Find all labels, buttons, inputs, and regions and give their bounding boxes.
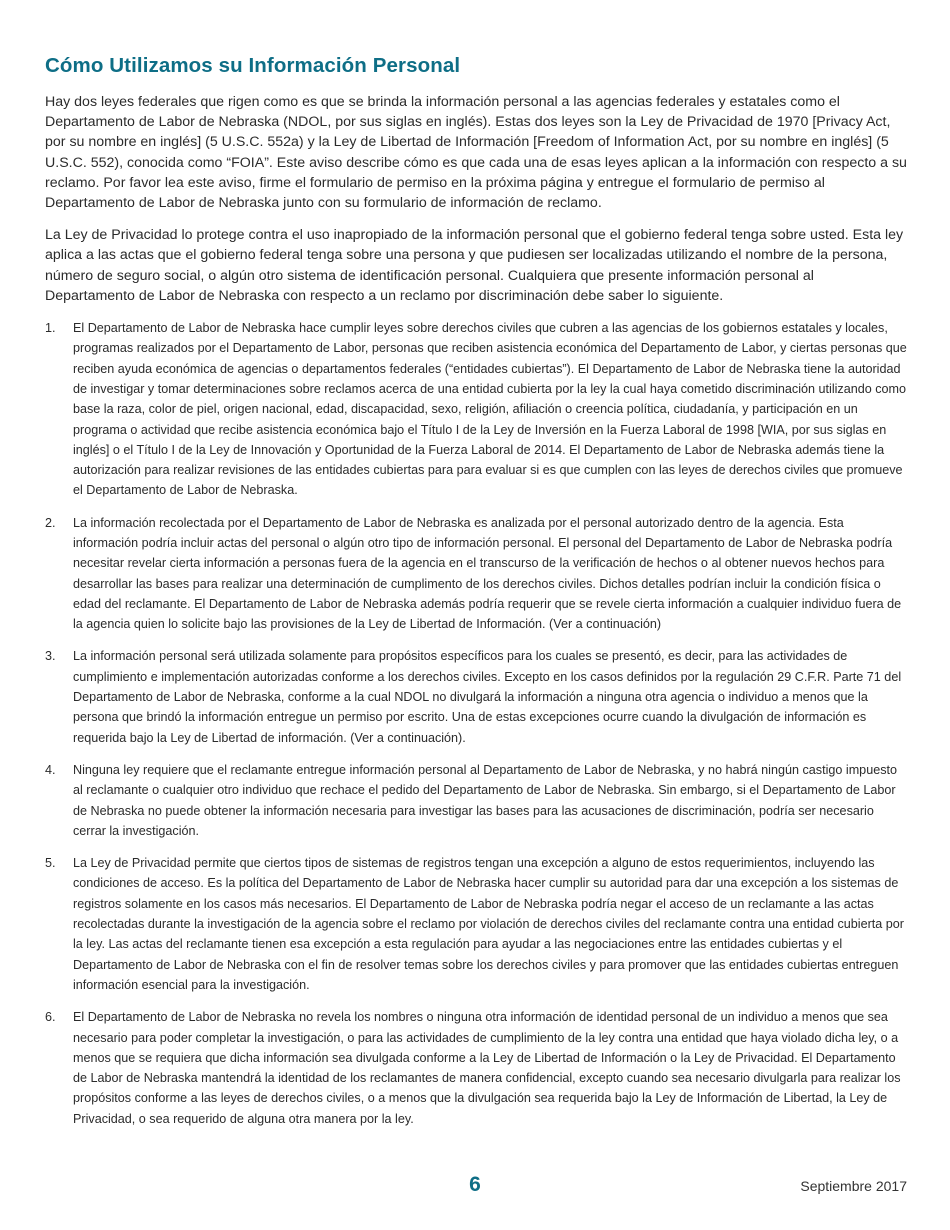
list-item	[45, 318, 907, 501]
page-content	[45, 54, 907, 1141]
item-text: La información personal será utilizada solamente para propósitos específicos para los cuales se presentó, es decir, para las actividades de cumplimiento e implementación autorizadas conforme a los derechos civiles. Excepto en los casos definidos por la regulación 29 C.F.R. Parte 71 del Departamento de Labor de Nebraska, conforme a la cual NDOL no divulgará la información a ninguna otra agencia o individuo a menos que la persona que brindó la información entregue un permiso por escrito. Una de estas excepciones ocurre cuando la divulgación de información es requerida bajo la Ley de Libertad de información. (Ver a continuación).	[73, 649, 902, 745]
item-number: 4.	[45, 762, 56, 777]
item-number: 2.	[45, 515, 56, 530]
list-item	[45, 646, 907, 747]
item-text: Ninguna ley requiere que el reclamante entregue información personal al Departamento de Labor de Nebraska, y no habrá ningún castigo impuesto al reclamante o cualquier otro individuo que rechace el pedido del Departamento de Labor de Nebraska. Sin embargo, si el Departamento de Labor de Nebraska no puede obtener la información necesaria para investigar las bases para las acusaciones de discriminación, podría ser necesario cerrar la investigación.	[73, 762, 897, 838]
item-number: 5.	[45, 856, 56, 871]
footer-date: Septiembre 2017	[800, 1178, 907, 1194]
list-item	[45, 853, 907, 995]
page-title: Cómo Utilizamos su Información Personal	[45, 54, 461, 77]
list-item	[45, 760, 907, 841]
item-number: 6.	[45, 1010, 56, 1025]
list-item	[45, 513, 907, 635]
item-text: El Departamento de Labor de Nebraska hace cumplir leyes sobre derechos civiles que cubren a las agencias de los gobiernos estatales y locales, programas realizados por el Departamento de Labor, personas que reciben asistencia económica del Departamento de Labor, y ciertas personas que reciben ayuda económica de agencias o departamentos federales (“entidades cubiertas”). El Departamento de Labor de Nebraska tiene la autoridad de investigar y tomar determinaciones sobre reclamos acerca de una entidad cubierta por la ley la cual haya cometido discriminación utilizando como base la raza, color de piel, origen nacional, edad, discapacidad, sexo, religión, afiliación o creencia política, ciudadanía, y participación en un programa o actividad que recibe asistencia económica bajo el Título I de la Ley de Inversión en la Fuerza Laboral de 1998 [WIA, por sus siglas en inglés] o el Título I de la Ley de Innovación y Oportunidad de la Fuerza Laboral de 2014. El Departamento de Labor de Nebraska además tiene la autorización para realizar revisiones de las entidades cubiertas para para evaluar si es que cumplen con las leyes de derechos civiles que promueve el Departamento de Labor de Nebraska.	[73, 321, 907, 498]
item-text: La información recolectada por el Departamento de Labor de Nebraska es analizada por el personal autorizado dentro de la agencia. Esta información podría incluir actas del personal o algún otro tipo de información personal. El personal del Departamento de Labor de Nebraska podría necesitar revelar cierta información a personas fuera de la agencia en el transcurso de la verificación de hechos o al obtener nuevos hechos para desarrollar las bases para realizar una determinación de cumplimento de los derechos civiles. Dichos detalles podrían incluir la condición física o edad del reclamante. El Departamento de Labor de Nebraska además podría requerir que se revele cierta información a cualquier individuo fuera de la agencia quien lo solicite bajo las provisiones de la Ley de Libertad de Información. (Ver a continuación)	[73, 515, 902, 632]
numbered-list	[45, 318, 907, 1129]
item-number: 3.	[45, 649, 56, 664]
intro-paragraph-1: Hay dos leyes federales que rigen como es que se brinda la información personal a las agencias federales y estatales como el Departamento de Labor de Nebraska (NDOL, por sus siglas en inglés). Estas dos leyes son la Ley de Privacidad de 1970 [Privacy Act, por su nombre en inglés] (5 U.S.C. 552a) y la Ley de Libertad de Información [Freedom of Information Act, por su nombre en inglés] (5 U.S.C. 552), conocida como “FOIA”. Este aviso describe cómo es que cada una de esas leyes aplican a la información con respecto a su reclamo. Por favor lea este aviso, firme el formulario de permiso en la próxima página y entregue el formulario de permiso al Departamento de Labor de Nebraska junto con su formulario de información de reclamo.	[45, 94, 907, 212]
list-item	[45, 1007, 907, 1129]
page-number: 6	[469, 1173, 481, 1196]
item-text: El Departamento de Labor de Nebraska no revela los nombres o ninguna otra información de identidad personal de un individuo a menos que sea necesario para poder completar la investigación, o para las actividades de cumplimiento de la ley contra una entidad que haya violado dicha ley, o a menos que se requiera que dicha información sea divulgada conforme a la Ley de Libertad de Información o la Ley de Privacidad. El Departamento de Labor de Nebraska mantendrá la identidad de los reclamantes de manera confidencial, excepto cuando sea necesario divulgarla para realizar los propósitos conforme a las leyes de derechos civiles, o a menos que la divulgación sea requerida bajo la Ley de Información de Libertad, la Ley de Privacidad, o sea requerido de alguna otra manera por la ley.	[73, 1010, 901, 1126]
item-number: 1.	[45, 321, 56, 336]
item-text: La Ley de Privacidad permite que ciertos tipos de sistemas de registros tengan una excepción a alguno de estos requerimientos, incluyendo las condiciones de acceso. Es la política del Departamento de Labor de Nebraska hacer cumplir su autoridad para dar una excepción a los sistemas de registros solamente en los casos más necesarios. El Departamento de Labor de Nebraska podría negar el acceso de un reclamante a las actas recolectadas durante la investigación de la agencia sobre el reclamo por violación de derechos civiles del reclamante contra una entidad cubierta por la ley. Las actas del reclamante tienen esa excepción a esta regulación para ayudar a las negociaciones entre las entidades cubiertas y el Departamento de Labor de Nebraska con el fin de resolver temas sobre los derechos civiles y para promover que las entidades cubiertas entreguen información esencial para la investigación.	[73, 856, 904, 992]
intro-paragraph-2: La Ley de Privacidad lo protege contra el uso inapropiado de la información personal que el gobierno federal tenga sobre usted. Esta ley aplica a las actas que el gobierno federal tenga sobre una persona y que pudiesen ser localizadas utilizando el nombre de la persona, número de seguro social, o algún otro sistema de identificación personal. Cualquiera que presente información personal al Departamento de Labor de Nebraska con respecto a un reclamo por discriminación debe saber lo siguiente.	[45, 227, 904, 304]
